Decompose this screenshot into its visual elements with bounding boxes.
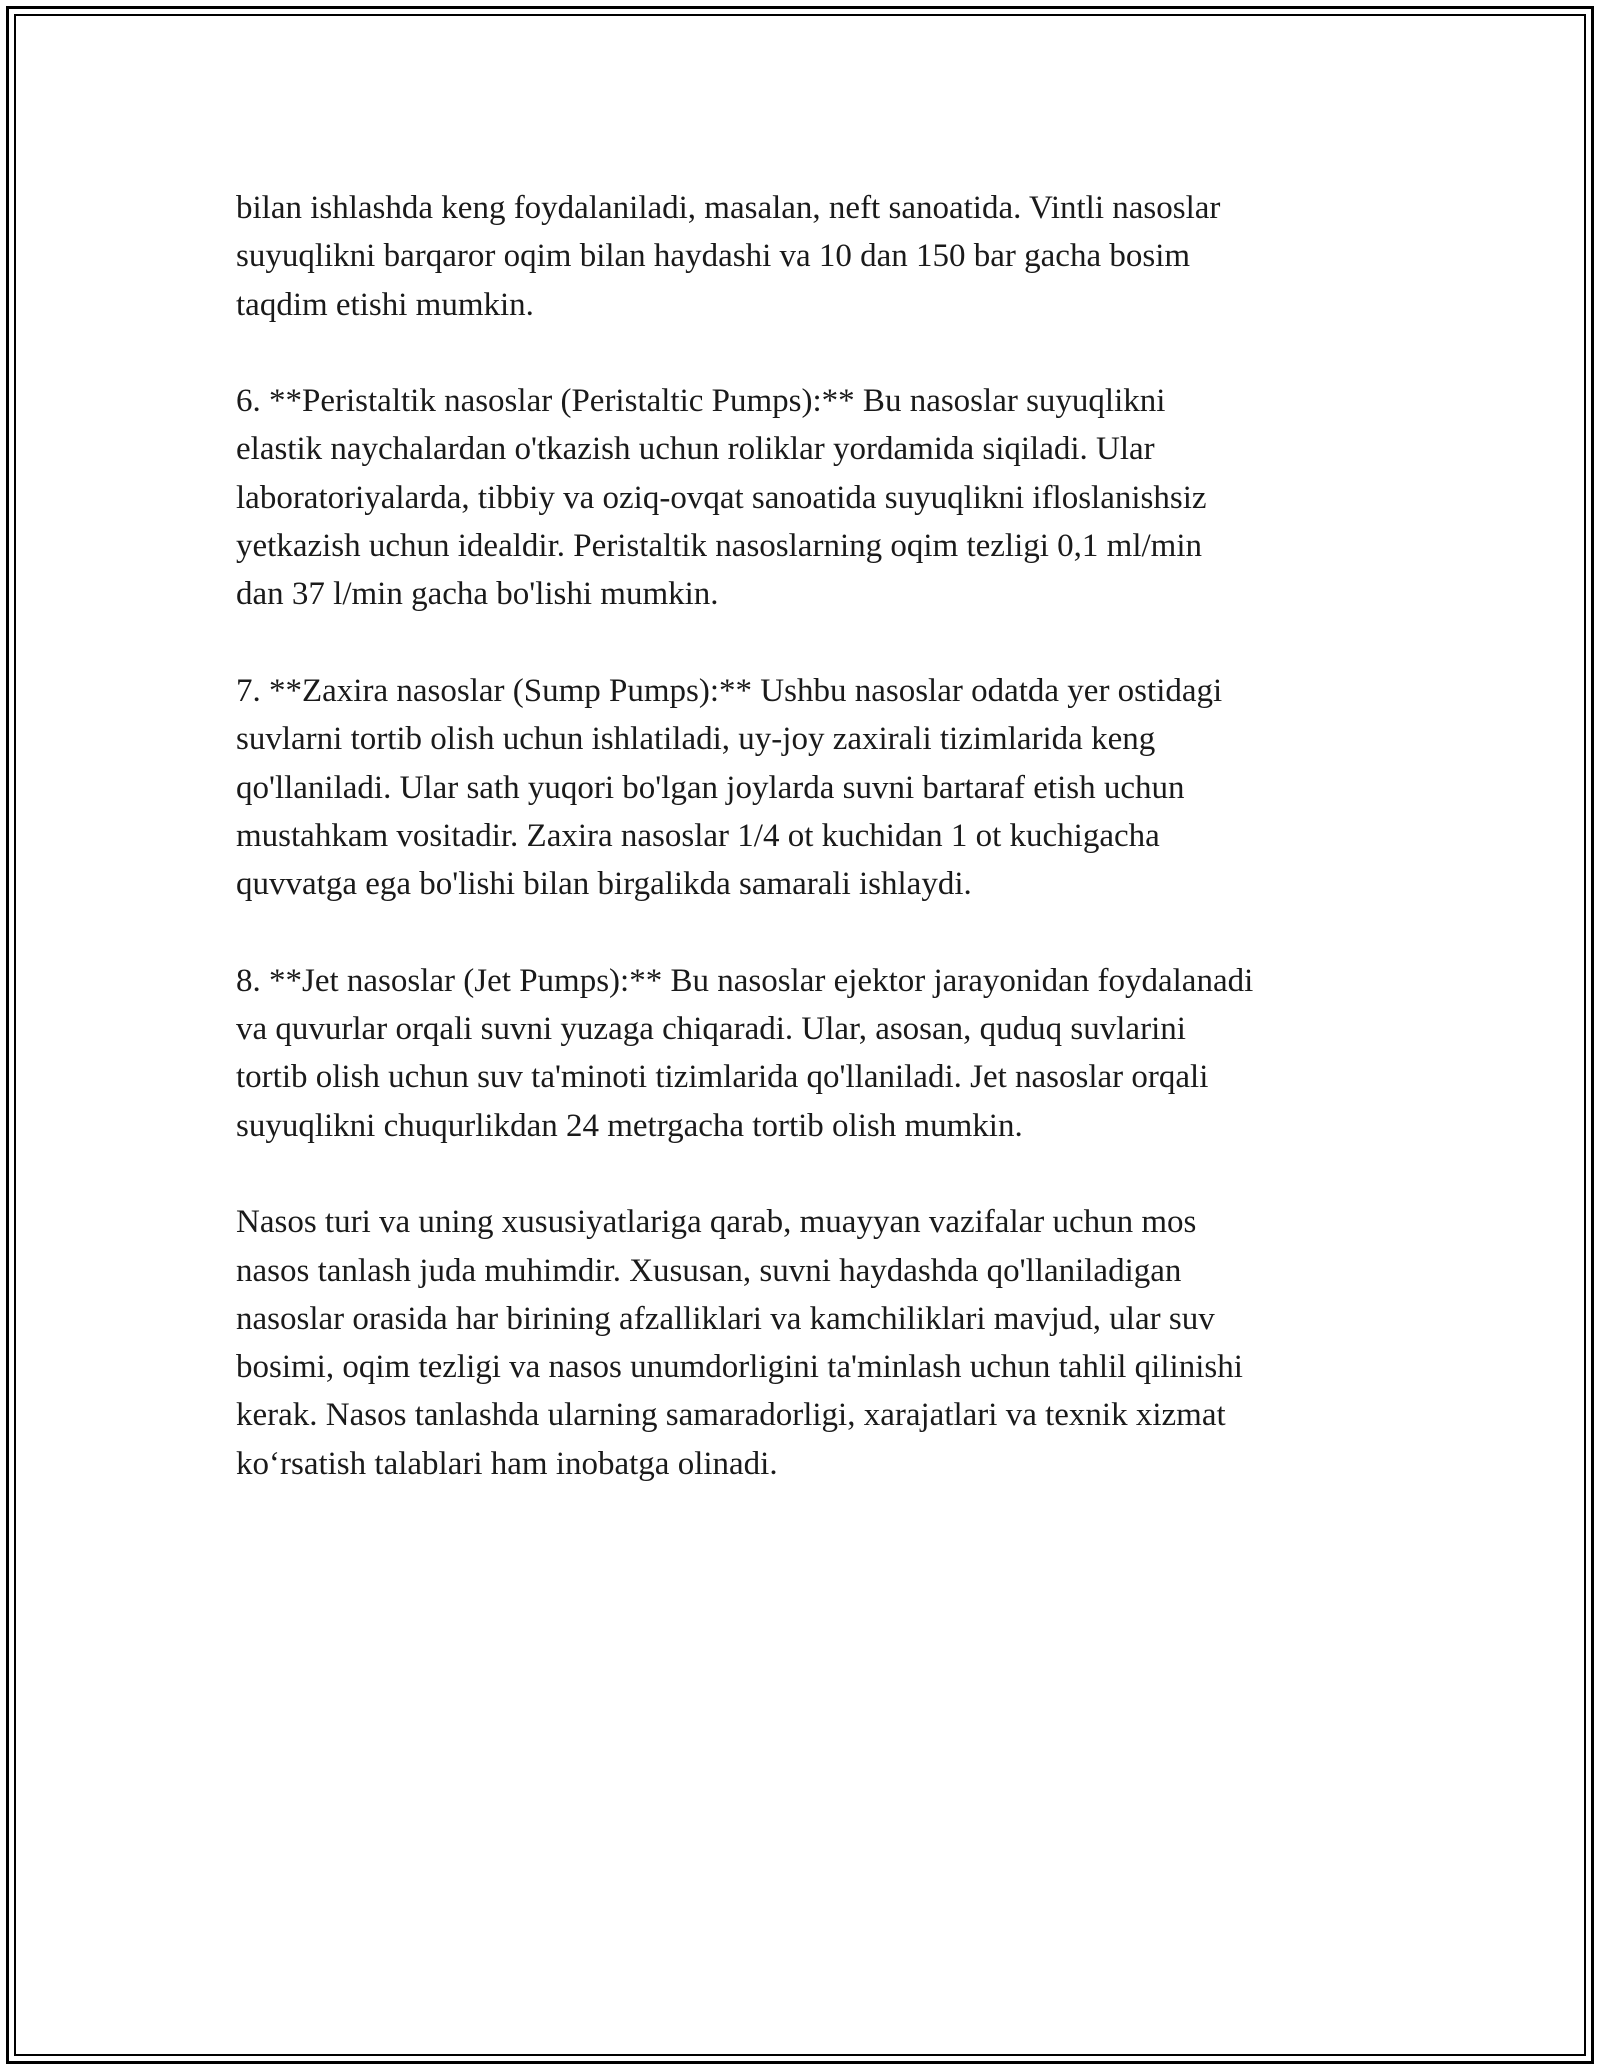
paragraph-sump-pumps [236, 667, 1396, 908]
text-line: quvvatga ega bo'lishi bilan birgalikda samarali ishlaydi. [236, 866, 972, 903]
text-line: bosimi, oqim tezligi va nasos unumdorligini ta'minlash uchun tahlil qilinishi [236, 1349, 1243, 1386]
text-line: 8. **Jet nasoslar (Jet Pumps):** Bu nasoslar ejektor jarayonidan foydalanadi [236, 962, 1254, 999]
text-line: tortib olish uchun suv ta'minoti tizimlarida qo'llaniladi. Jet nasoslar orqali [236, 1059, 1209, 1096]
text-line: taqdim etishi mumkin. [236, 286, 534, 323]
text-line: nasoslar orasida har birining afzalliklari va kamchiliklari mavjud, ular suv [236, 1300, 1215, 1337]
text-line: dan 37 l/min gacha bo'lishi mumkin. [236, 576, 719, 613]
text-line: kerak. Nasos tanlashda ularning samaradorligi, xarajatlari va texnik xizmat [236, 1397, 1226, 1434]
text-line: 7. **Zaxira nasoslar (Sump Pumps):** Ushbu nasoslar odatda yer ostidagi [236, 672, 1223, 709]
text-line: yetkazish uchun idealdir. Peristaltik nasoslarning oqim tezligi 0,1 ml/min [236, 528, 1203, 565]
text-line: suyuqlikni barqaror oqim bilan haydashi va 10 dan 150 bar gacha bosim [236, 238, 1191, 275]
text-line: nasos tanlash juda muhimdir. Xususan, suvni haydashda qo'llaniladigan [236, 1252, 1182, 1289]
text-line: ko‘rsatish talablari ham inobatga olinadi. [236, 1445, 778, 1482]
text-line: va quvurlar orqali suvni yuzaga chiqaradi. Ular, asosan, quduq suvlarini [236, 1011, 1186, 1048]
document-body [236, 184, 1396, 1536]
text-line: Nasos turi va uning xususiyatlariga qarab, muayyan vazifalar uchun mos [236, 1204, 1197, 1241]
text-line: qo'llaniladi. Ular sath yuqori bo'lgan joylarda suvni bartaraf etish uchun [236, 769, 1185, 806]
text-line: suyuqlikni chuqurlikdan 24 metrgacha tortib olish mumkin. [236, 1107, 1023, 1144]
paragraph-jet-pumps [236, 957, 1396, 1150]
text-line: mustahkam vositadir. Zaxira nasoslar 1/4 ot kuchidan 1 ot kuchigacha [236, 817, 1160, 854]
text-line: laboratoriyalarda, tibbiy va oziq-ovqat sanoatida suyuqlikni ifloslanishsiz [236, 479, 1207, 516]
paragraph-conclusion [236, 1198, 1396, 1488]
paragraph-screw-pumps-continuation [236, 184, 1396, 329]
text-line: 6. **Peristaltik nasoslar (Peristaltic Pumps):** Bu nasoslar suyuqlikni [236, 383, 1166, 420]
text-line: bilan ishlashda keng foydalaniladi, masalan, neft sanoatida. Vintli nasoslar [236, 190, 1221, 226]
text-line: elastik naychalardan o'tkazish uchun roliklar yordamida siqiladi. Ular [236, 431, 1155, 468]
paragraph-peristaltic-pumps [236, 377, 1396, 618]
text-line: suvlarni tortib olish uchun ishlatiladi, uy-joy zaxirali tizimlarida keng [236, 721, 1156, 758]
